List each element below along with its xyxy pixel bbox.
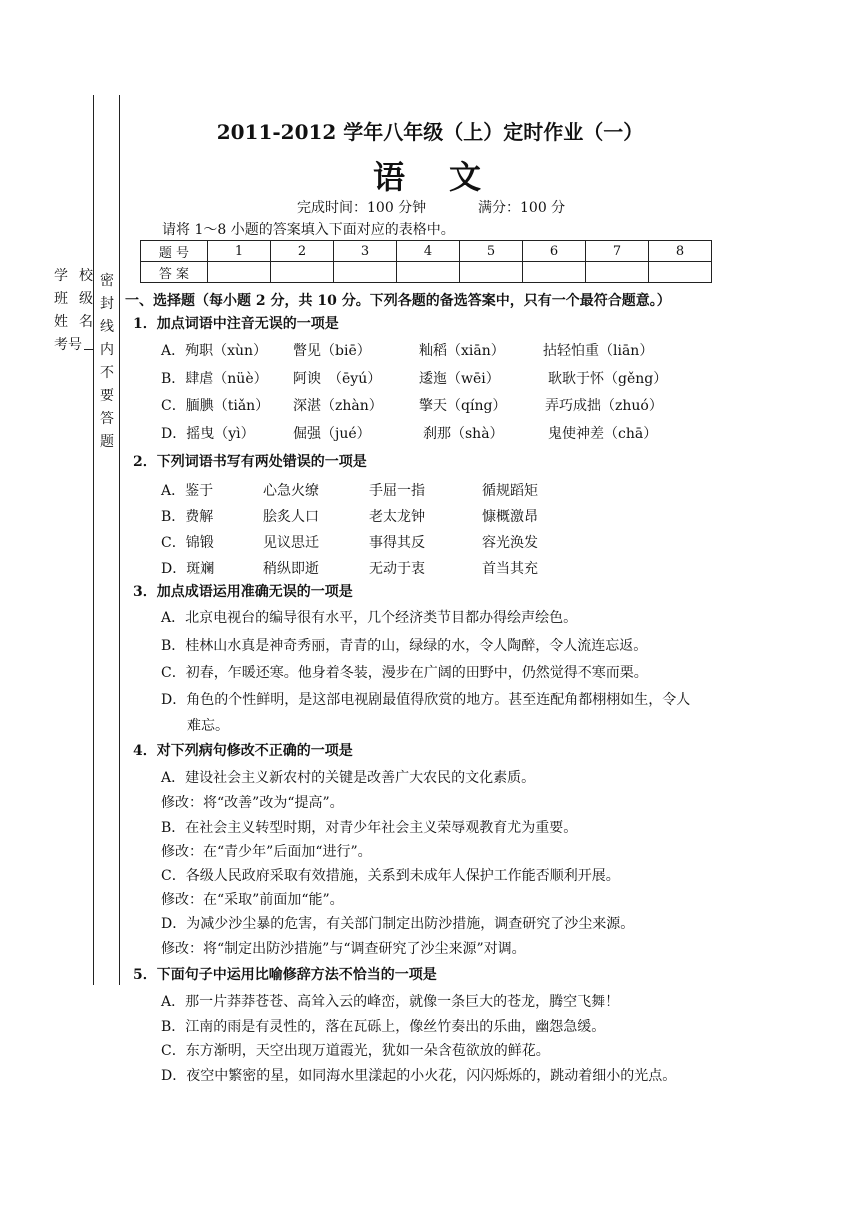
option-item: 事得其反: [369, 535, 425, 551]
option-item: B．费解: [161, 509, 214, 525]
option-item: 倔强（jué）: [293, 426, 371, 442]
revision-line: 修改：在“青少年”后面加“进行”。: [161, 844, 372, 860]
answer-cell[interactable]: [397, 262, 460, 283]
answer-cell[interactable]: [460, 262, 523, 283]
option-item: 脍炙人口: [263, 509, 319, 525]
option-line: B．桂林山水真是神奇秀丽，青青的山，绿绿的水，令人陶醉，令人流连忘返。: [161, 638, 648, 654]
seal-char: 内: [100, 342, 114, 358]
option-item: 耿耿于怀（gěng）: [548, 371, 668, 387]
option-item: C．锦锻: [161, 535, 214, 551]
question-number: 3: [334, 241, 397, 262]
option-item: 籼稻（xiān）: [419, 343, 505, 359]
option-item: 阿谀 （ēyú）: [293, 371, 382, 387]
answer-cell[interactable]: [208, 262, 271, 283]
question-stem: 5．下面句子中运用比喻修辞方法不恰当的一项是: [133, 967, 437, 983]
seal-notice-column: [99, 270, 115, 454]
option-item: A．鉴于: [161, 483, 214, 499]
option-item: 心急火缭: [263, 483, 319, 499]
seal-char: 题: [100, 434, 114, 450]
subject-title: 语 文: [372, 158, 487, 196]
option-line: A．建设社会主义新农村的关键是改善广大农民的文化素质。: [161, 770, 536, 786]
question-number: 5: [460, 241, 523, 262]
question-stem: 3．加点成语运用准确无误的一项是: [133, 584, 353, 600]
option-item: 深湛（zhàn）: [293, 398, 383, 414]
full-score: 满分：100 分: [478, 200, 566, 216]
info-exam-number: 考号: [54, 337, 82, 353]
option-line: B．在社会主义转型时期，对青少年社会主义荣辱观教育尤为重要。: [161, 820, 578, 836]
question-number: 2: [271, 241, 334, 262]
option-item: B．肆虐（nüè）: [161, 371, 268, 387]
option-item: 擎天（qíng）: [419, 398, 507, 414]
answer-table: [140, 240, 712, 283]
option-item: C．腼腆（tiǎn）: [161, 398, 270, 414]
seal-char: 要: [100, 388, 114, 404]
option-item: 瞥见（biē）: [293, 343, 371, 359]
option-line-continued: 难忘。: [187, 718, 229, 734]
question-number: 6: [523, 241, 586, 262]
option-line: C．东方渐明，天空出现万道霞光，犹如一朵含苞欲放的鲜花。: [161, 1043, 550, 1059]
exam-title: 2011-2012 学年八年级（上）定时作业（一）: [216, 120, 644, 144]
option-item: 无动于衷: [369, 561, 425, 577]
answer-cell[interactable]: [586, 262, 649, 283]
binding-line-left: [93, 95, 94, 985]
revision-line: 修改：将“制定出防沙措施”与“调查研究了沙尘来源”对调。: [161, 941, 526, 957]
option-item: 鬼使神差（chā）: [548, 426, 658, 442]
option-item: 首当其充: [482, 561, 538, 577]
option-line: B．江南的雨是有灵性的，落在瓦砾上，像丝竹奏出的乐曲，幽怨急缓。: [161, 1019, 606, 1035]
option-line: D．夜空中繁密的星，如同海水里漾起的小火花，闪闪烁烁的，跳动着细小的光点。: [161, 1068, 677, 1084]
question-number: 1: [208, 241, 271, 262]
binding-line-right: [119, 95, 120, 985]
question-stem: 4．对下列病句修改不正确的一项是: [133, 743, 353, 759]
info-char: 级: [79, 291, 93, 307]
option-item: 慷概激昂: [482, 509, 538, 525]
question-number: 8: [649, 241, 712, 262]
section-heading: 一、选择题（每小题 2 分，共 10 分。下列各题的备选答案中，只有一个最符合题意。）: [125, 293, 671, 309]
answer-cell[interactable]: [523, 262, 586, 283]
option-item: 循规蹈矩: [482, 483, 538, 499]
option-line: A．北京电视台的编导很有水平，几个经济类节目都办得绘声绘色。: [161, 610, 578, 626]
option-item: 逶迤（wēi）: [419, 371, 500, 387]
answer-cell[interactable]: [334, 262, 397, 283]
option-item: 手屈一指: [369, 483, 425, 499]
option-line: D．角色的个性鲜明，是这部电视剧最值得欣赏的地方。甚至连配角都栩栩如生，令人: [161, 692, 691, 708]
option-item: D．摇曳（yì）: [161, 426, 255, 442]
info-char: 学: [54, 268, 68, 284]
table-instruction: 请将 1～8 小题的答案填入下面对应的表格中。: [162, 222, 455, 238]
table-answer-label: 答 案: [141, 262, 208, 283]
info-char: 班: [54, 291, 68, 307]
question-stem: 1．加点词语中注音无误的一项是: [133, 316, 339, 332]
seal-char: 不: [100, 365, 114, 381]
time-limit: 完成时间：100 分钟: [297, 200, 427, 216]
question-stem: 2．下列词语书写有两处错误的一项是: [133, 454, 367, 470]
option-line: C．各级人民政府采取有效措施，关系到未成年人保护工作能否顺利开展。: [161, 868, 620, 884]
seal-char: 线: [100, 319, 114, 335]
info-char: 校: [79, 268, 93, 284]
seal-char: 封: [100, 296, 114, 312]
option-item: 老太龙钟: [369, 509, 425, 525]
option-line: A．那一片莽莽苍苍、高耸入云的峰峦，就像一条巨大的苍龙，腾空飞舞！: [161, 994, 620, 1010]
option-item: D．斑斓: [161, 561, 215, 577]
option-line: C．初春，乍暖还寒。他身着冬装，漫步在广阔的田野中，仍然觉得不寒而栗。: [161, 665, 648, 681]
option-item: 拈轻怕重（liān）: [543, 343, 654, 359]
option-line: D．为减少沙尘暴的危害，有关部门制定出防沙措施，调查研究了沙尘来源。: [161, 916, 635, 932]
revision-line: 修改：将“改善”改为“提高”。: [161, 795, 344, 811]
option-item: 容光涣发: [482, 535, 538, 551]
info-char: 名: [79, 314, 93, 330]
seal-char: 密: [100, 273, 114, 289]
revision-line: 修改：在“采取”前面加“能”。: [161, 892, 344, 908]
info-char: 姓: [54, 314, 68, 330]
option-item: 弄巧成拙（zhuó）: [545, 398, 663, 414]
option-item: A．殉职（xùn）: [161, 343, 268, 359]
option-item: 刹那（shà）: [423, 426, 504, 442]
option-item: 见议思迁: [263, 535, 319, 551]
question-number: 7: [586, 241, 649, 262]
student-info-column-right: [78, 265, 94, 334]
answer-cell[interactable]: [271, 262, 334, 283]
option-item: 稍纵即逝: [263, 561, 319, 577]
name-underline: [84, 349, 93, 350]
student-info-column: [53, 265, 69, 334]
answer-cell[interactable]: [649, 262, 712, 283]
question-number: 4: [397, 241, 460, 262]
seal-char: 答: [100, 411, 114, 427]
table-header-label: 题 号: [141, 241, 208, 262]
